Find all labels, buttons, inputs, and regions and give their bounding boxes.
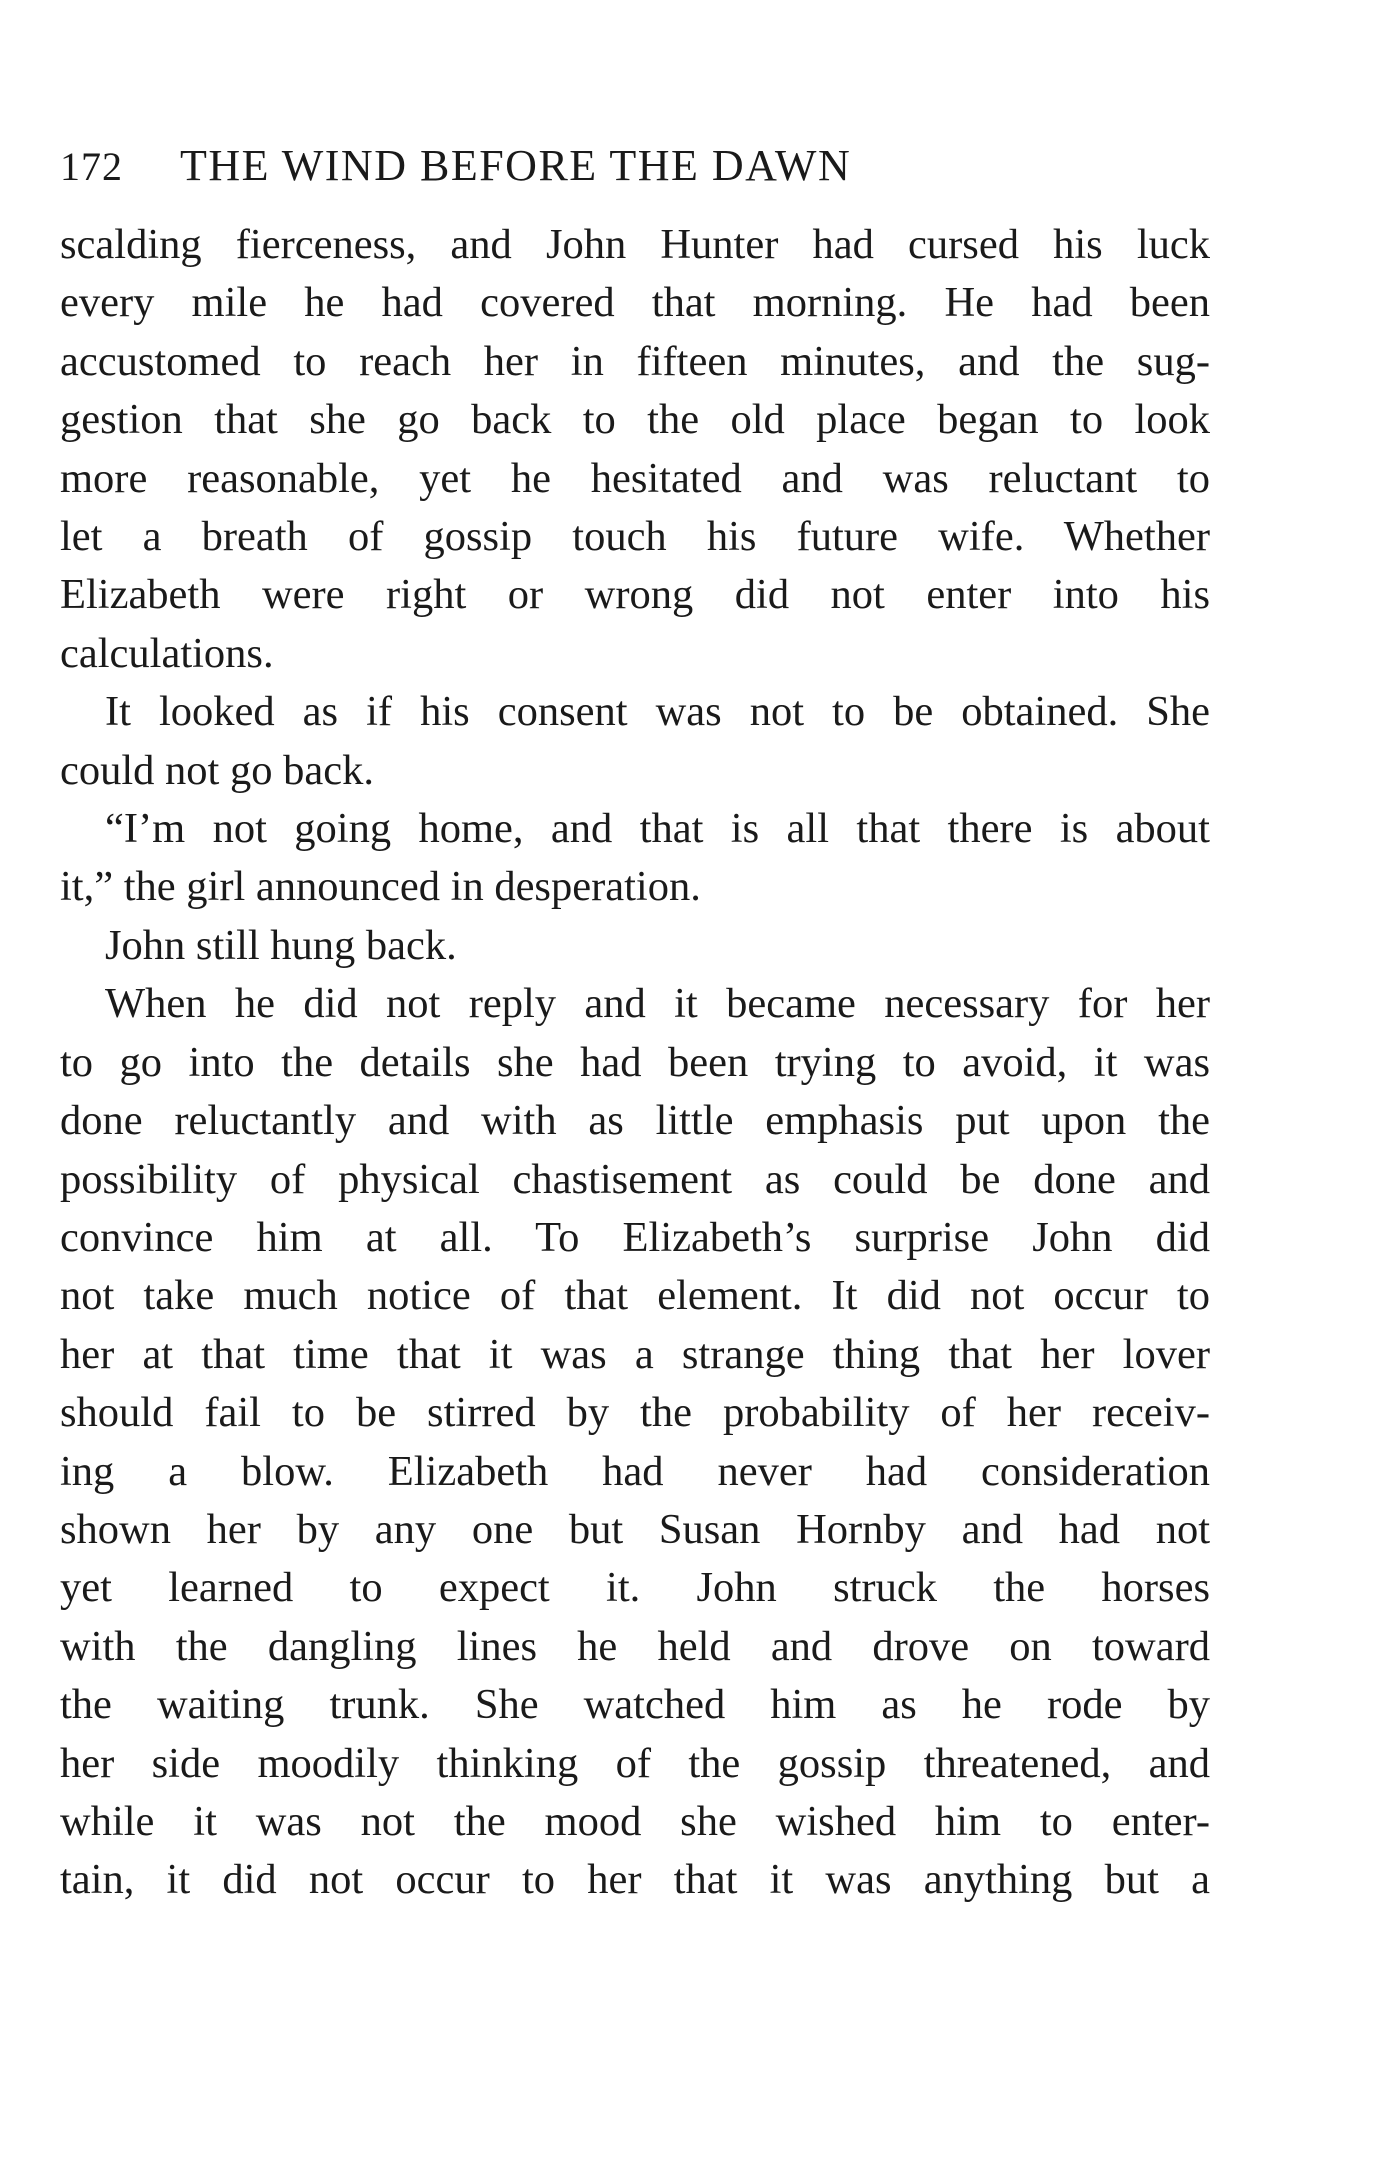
paragraph-4 (60, 917, 1210, 975)
text-line: with the dangling lines he held and drove on toward (60, 1622, 1210, 1670)
text-line: ing a blow. Elizabeth had never had consideration (60, 1447, 1210, 1495)
text-line: scalding fierceness, and John Hunter had cursed his luck (60, 221, 1210, 268)
text-line: done reluctantly and with as little emphasis put upon the (60, 1097, 1210, 1145)
running-head (60, 140, 1210, 210)
running-title: THE WIND BEFORE THE DAWN (180, 141, 852, 190)
text-line: “I’m not going home, and that is all that there is about (105, 805, 1210, 853)
paragraph-3 (60, 800, 1210, 917)
text-line: more reasonable, yet he hesitated and was reluctant to (60, 454, 1210, 502)
text-line: Elizabeth were right or wrong did not enter into his (60, 571, 1210, 619)
text-line: it,” the girl announced in desperation. (60, 863, 701, 911)
text-line: to go into the details she had been trying to avoid, it was (60, 1038, 1210, 1086)
text-line: When he did not reply and it became necessary for her (105, 980, 1210, 1028)
text-line: John still hung back. (105, 921, 457, 969)
text-line: gestion that she go back to the old place began to look (60, 396, 1210, 444)
paragraph-5 (60, 975, 1210, 1910)
text-line: every mile he had covered that morning. He had been (60, 279, 1210, 327)
text-line: her side moodily thinking of the gossip threatened, and (60, 1739, 1210, 1787)
text-line: not take much notice of that element. It did not occur to (60, 1272, 1210, 1320)
text-line: convince him at all. To Elizabeth’s surprise John did (60, 1213, 1210, 1261)
text-line: could not go back. (60, 746, 374, 794)
text-line: It looked as if his consent was not to be obtained. She (105, 688, 1210, 736)
text-line: should fail to be stirred by the probability of her receiv- (60, 1389, 1210, 1437)
text-line: yet learned to expect it. John struck the horses (60, 1564, 1210, 1612)
text-line: possibility of physical chastisement as could be done and (60, 1155, 1210, 1203)
text-line: the waiting trunk. She watched him as he rode by (60, 1681, 1210, 1729)
text-line: while it was not the mood she wished him to enter- (60, 1797, 1210, 1845)
text-line: tain, it did not occur to her that it was anything but a (60, 1856, 1210, 1904)
text-line: let a breath of gossip touch his future wife. Whether (60, 513, 1210, 561)
paragraph-1 (60, 216, 1210, 683)
body-text (60, 216, 1210, 1910)
text-line: her at that time that it was a strange thing that her lover (60, 1330, 1210, 1378)
paragraph-2 (60, 683, 1210, 800)
book-page (60, 140, 1210, 1910)
text-line: shown her by any one but Susan Hornby and had not (60, 1505, 1210, 1553)
text-line: calculations. (60, 629, 274, 677)
page-number: 172 (60, 144, 123, 189)
text-line: accustomed to reach her in fifteen minutes, and the sug- (60, 337, 1210, 385)
